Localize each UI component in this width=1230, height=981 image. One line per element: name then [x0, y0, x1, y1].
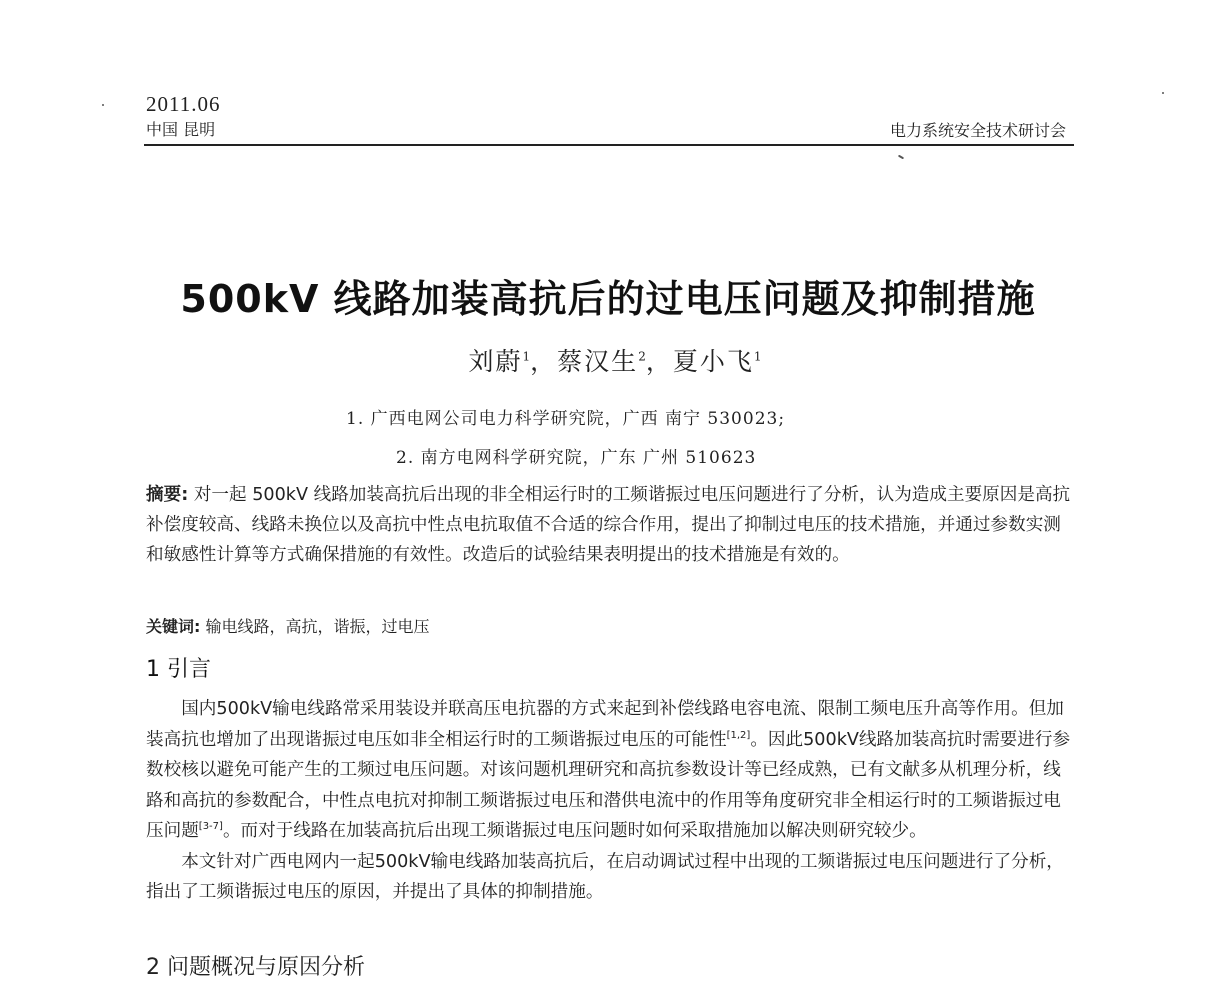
abstract-text: 对一起 500kV 线路加装高抗后出现的非全相运行时的工频谐振过电压问题进行了分析，认为造成主要原因是高抗补偿度较高、线路未换位以及高抗中性点电抗取值不合适的综合作用，提出了抑制过电压的技术措施，并通过参数实测和敏感性计算等方式确保措施的有效性。改造后的试验结果表明提出的技术措施是有效的。	[146, 485, 1071, 565]
affiliation: 1. 广西电网公司电力科学研究院，广西 南宁 530023;	[346, 409, 786, 429]
scan-speck	[898, 155, 904, 160]
abstract-label: 摘要:	[146, 485, 189, 505]
citation-ref: [3-7]	[198, 821, 223, 833]
author-name: 蔡汉生	[557, 347, 639, 376]
section-body	[146, 694, 1076, 908]
conference-name: 电力系统安全技术研讨会	[889, 121, 1066, 140]
keywords-label: 关键词:	[146, 617, 201, 636]
paragraph-text: 。因此500kV线路加装高抗时需要进行参数校核以避免可能产生的工频过电压问题。对该问题机理研究和高抗参数设计等已经成熟，已有文献多从机理分析，线路和高抗的参数配合，中性点电抗对抑制工频谐振过电压和潜供电流中的作用等角度研究非全相运行时的工频谐振过电压问题	[146, 729, 1071, 841]
author-affiliation-mark: 2	[638, 349, 646, 364]
paragraph-text: 国内500kV输电线路常采用装设并联高压电抗器的方式来起到补偿线路电容电流、限制工频电压升高等作用。但加装高抗也增加了出现谐振过电压如非全相运行时的工频谐振过电压的可能性	[146, 699, 1064, 750]
next-section-heading: 2 问题概况与原因分析	[146, 955, 365, 980]
citation-ref: [1,2]	[726, 729, 751, 741]
paper-title: 500kV 线路加装高抗后的过电压问题及抑制措施	[180, 277, 1036, 321]
paragraph	[146, 694, 1076, 847]
paragraph-text: 。而对于线路在加装高抗后出现工频谐振过电压问题时如何采取措施加以解决则研究较少。	[222, 821, 927, 841]
scan-speck	[102, 104, 104, 106]
author-separator: ，	[645, 347, 673, 376]
author-list	[0, 342, 1230, 378]
abstract	[146, 480, 1076, 570]
author-separator: ，	[530, 347, 558, 376]
affiliation: 2. 南方电网科学研究院，广东 广州 510623	[396, 448, 757, 468]
scan-speck	[1162, 92, 1164, 94]
conference-date: 2011.06	[146, 92, 221, 116]
author-affiliation-mark: 1	[753, 349, 762, 364]
paragraph: 本文针对广西电网内一起500kV输电线路加装高抗后，在启动调试过程中出现的工频谐振过电压问题进行了分析，指出了工频谐振过电压的原因，并提出了具体的抑制措施。	[146, 851, 1064, 902]
header-rule	[144, 144, 1074, 146]
author-affiliation-mark: 1	[522, 349, 531, 364]
running-header-left	[146, 92, 220, 142]
conference-place: 中国 昆明	[146, 120, 216, 139]
keywords	[146, 614, 430, 637]
author-name: 夏小飞	[672, 347, 754, 376]
section-heading: 1 引言	[146, 657, 211, 682]
author-name: 刘蔚	[468, 347, 523, 376]
keywords-text: 输电线路，高抗，谐振，过电压	[205, 617, 430, 636]
